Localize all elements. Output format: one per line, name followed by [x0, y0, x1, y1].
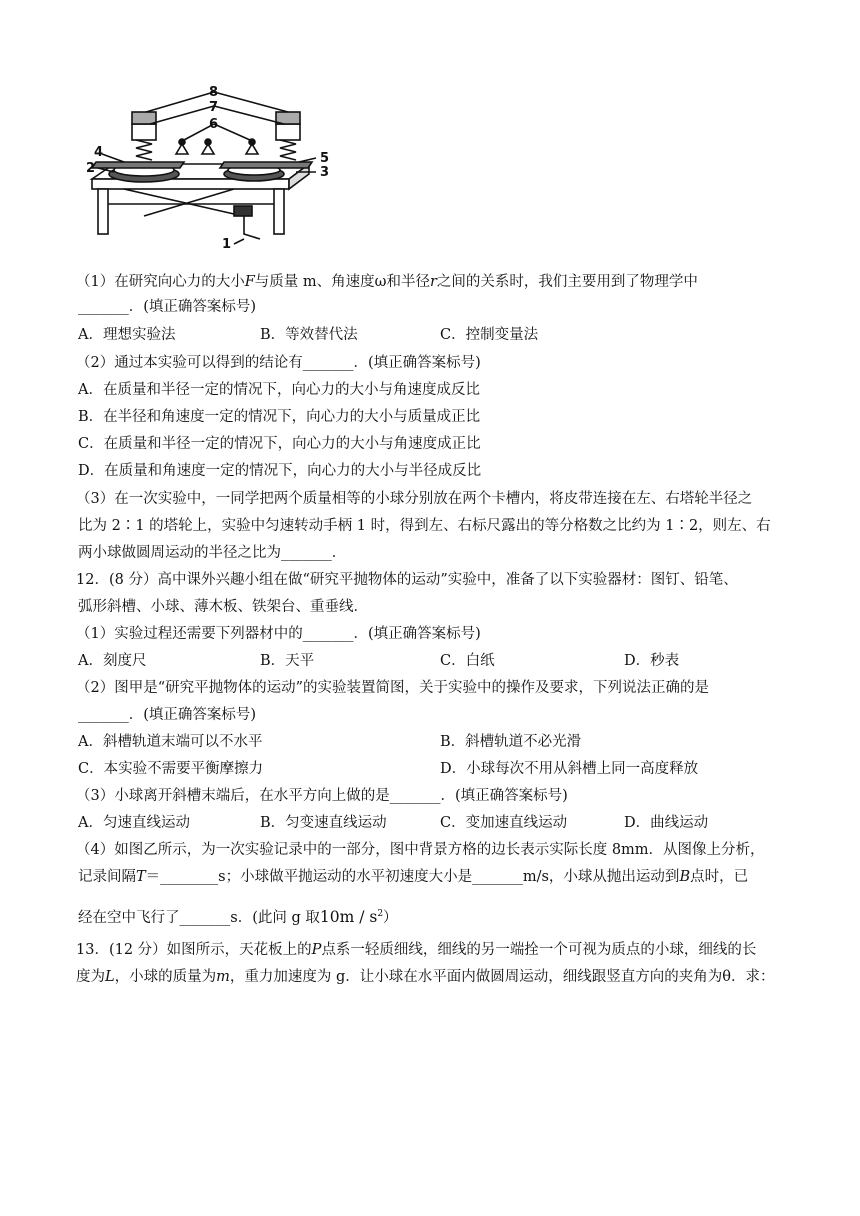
q12-part4-line1: （4）如图乙所示，为一次实验记录中的一部分，图中背景方格的边长表示实际长度 8mm．从图像上分析，: [76, 842, 765, 858]
text: 点时，已: [690, 869, 749, 885]
text: 点系一轻质细线，细线的另一端拴一个可视为质点的小球，细线的长: [321, 942, 757, 958]
q12-part1-option-c: C．白纸: [440, 653, 495, 669]
text: （1）在研究向心力的大小: [76, 274, 245, 290]
q12-part1-stem: （1）实验过程还需要下列器材中的_______．(填正确答案标号): [76, 626, 481, 642]
q12-part2-line1: （2）图甲是“研究平抛物体的运动”的实验装置简图，关于实验中的操作及要求，下列说法正确的是: [76, 680, 710, 696]
figure-label-5: 5: [320, 151, 330, 166]
q12-part2-option-c: C．本实验不需要平衡摩擦力: [78, 761, 264, 777]
q11-part1-option-c: C．控制变量法: [440, 327, 539, 343]
q11-part1-option-a: A．理想实验法: [78, 327, 176, 343]
q11-part1-stem-2: _______．(填正确答案标号): [78, 299, 257, 315]
q11-part3-line3: 两小球做圆周运动的半径之比为_______．: [78, 545, 347, 561]
q12-part1-option-b: B．天平: [260, 653, 315, 669]
q13-line2: [76, 967, 775, 987]
q12-part3-option-d: D．曲线运动: [624, 815, 709, 831]
text: ，小球的质量为: [114, 969, 217, 985]
text: 之间的关系时，我们主要用到了物理学中: [436, 274, 698, 290]
q12-stem-line2: 弧形斜槽、小球、薄木板、铁架台、重垂线．: [78, 599, 368, 615]
q12-part3-option-b: B．匀变速直线运动: [260, 815, 387, 831]
q12-part4-line3: [78, 904, 398, 928]
text: 经在空中飞行了_______s．(此问 g 取: [78, 909, 320, 926]
g-exponent: 2: [377, 909, 384, 919]
figure-label-1: 1: [222, 237, 232, 252]
q11-part2-option-d: D．在质量和角速度一定的情况下，向心力的大小与半径成反比: [78, 463, 482, 479]
q12-part3-option-a: A．匀速直线运动: [78, 815, 190, 831]
q12-part2-option-a: A．斜槽轨道末端可以不水平: [78, 734, 263, 750]
var-T: T: [136, 869, 146, 885]
var-P: P: [311, 942, 322, 958]
text: ＝________s；小球做平抛运动的水平初速度大小是_______m/s，小球从抛出运动到: [145, 869, 680, 885]
q13-line1: [76, 940, 756, 960]
g-value: 10m / s: [319, 907, 378, 926]
var-m: m: [216, 969, 230, 985]
q12-part1-option-d: D．秒表: [624, 653, 680, 669]
text: 与质量 m、角速度ω和半径: [254, 274, 430, 290]
q12-part2-option-b: B．斜槽轨道不必光滑: [440, 734, 582, 750]
figure-label-6: 6: [209, 117, 219, 132]
figure-label-3: 3: [320, 165, 330, 180]
var-B: B: [679, 869, 691, 885]
centripetal-force-apparatus-figure: [84, 84, 334, 254]
var-F: F: [244, 274, 255, 290]
figure-label-8: 8: [209, 85, 219, 100]
q12-part3-stem: （3）小球离开斜槽末端后，在水平方向上做的是_______．(填正确答案标号): [76, 788, 568, 804]
q12-part2-option-d: D．小球每次不用从斜槽上同一高度释放: [440, 761, 699, 777]
q11-part1-stem: [76, 272, 698, 292]
q11-part2-stem: （2）通过本实验可以得到的结论有_______．(填正确答案标号): [76, 355, 481, 371]
figure-label-4: 4: [94, 145, 104, 160]
var-r: r: [429, 274, 437, 290]
text: 13．(12 分）如图所示，天花板上的: [76, 942, 312, 958]
q12-part1-option-a: A．刻度尺: [78, 653, 147, 669]
q11-part2-option-b: B．在半径和角速度一定的情况下，向心力的大小与质量成正比: [78, 409, 481, 425]
text: ，重力加速度为 g．让小球在水平面内做圆周运动，细线跟竖直方向的夹角为θ．求：: [229, 969, 775, 985]
var-L: L: [105, 969, 115, 985]
q11-part1-option-b: B．等效替代法: [260, 327, 358, 343]
q12-part4-line2: [78, 867, 748, 887]
text: ）: [383, 909, 398, 926]
q11-part2-option-c: C．在质量和半径一定的情况下，向心力的大小与角速度成正比: [78, 436, 481, 452]
q12-part2-line2: _______．(填正确答案标号): [78, 707, 257, 723]
text: 度为: [76, 969, 105, 985]
q11-part2-option-a: A．在质量和半径一定的情况下，向心力的大小与角速度成反比: [78, 382, 480, 398]
q11-part3-line2: 比为 2∶1 的塔轮上，实验中匀速转动手柄 1 时，得到左、右标尺露出的等分格数之比约为 1∶2，则左、右: [78, 518, 771, 534]
figure-label-7: 7: [209, 100, 219, 115]
q12-stem-line1: 12．(8 分）高中课外兴趣小组在做“研究平抛物体的运动”实验中，准备了以下实验器材：图钉、铅笔、: [76, 572, 738, 588]
text: 记录间隔: [78, 869, 136, 885]
q12-part3-option-c: C．变加速直线运动: [440, 815, 568, 831]
figure-label-2: 2: [86, 161, 96, 176]
q11-part3-line1: （3）在一次实验中，一同学把两个质量相等的小球分别放在两个卡槽内，将皮带连接在左、右塔轮半径之: [76, 491, 753, 507]
